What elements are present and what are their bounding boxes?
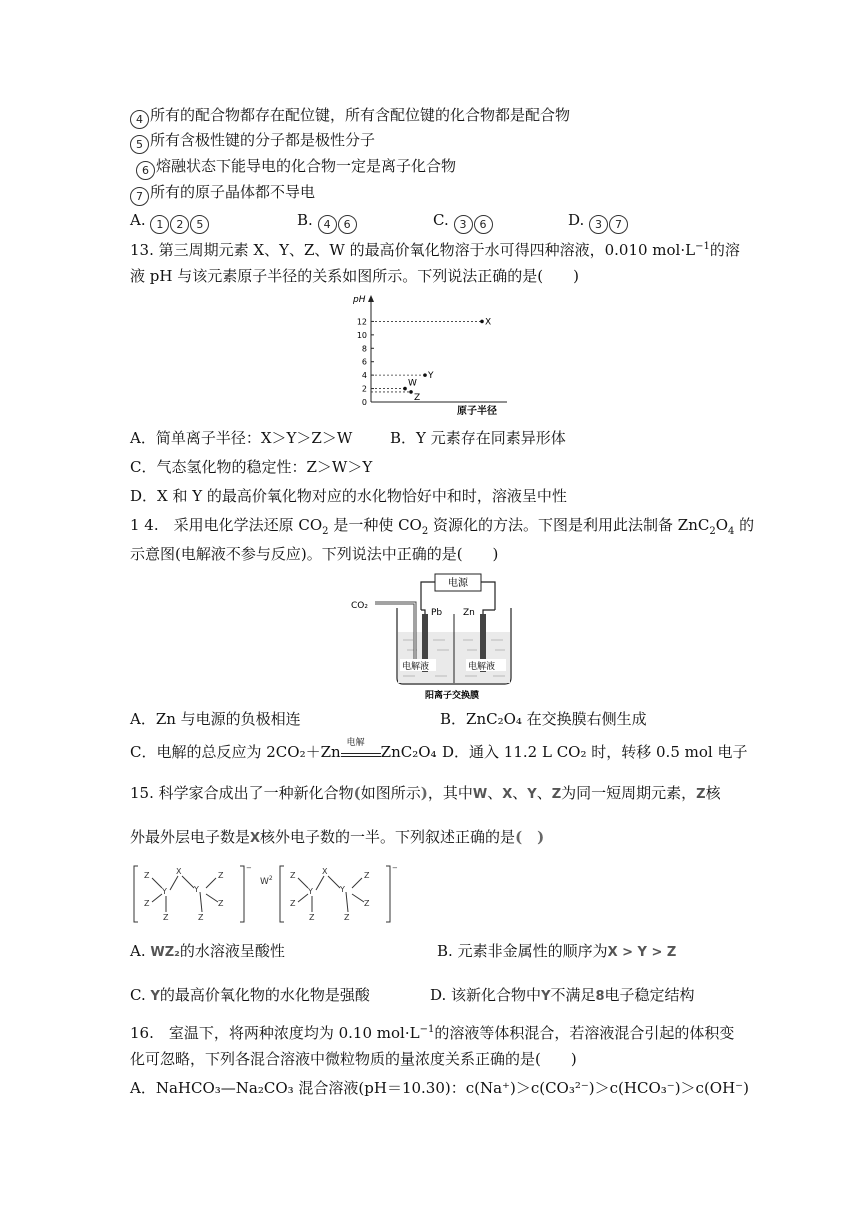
statement-7: 7 所有的原子晶体都不导电 [130,181,315,206]
y-tick-label: 10 [356,330,367,340]
y-tick-label: 2 [361,384,367,394]
y-tick-label: 12 [356,317,367,327]
statement-5: 5 所有含极性键的分子都是极性分子 [130,129,375,154]
q14-option-d[interactable]: D．通入 11.2 L CO₂ 时，转移 0.5 mol 电子 [442,743,748,761]
q16-option-a[interactable]: A．NaHCO₃—Na₂CO₃ 混合溶液(pH＝10.30)：c(Na⁺)＞c(CO₃²⁻)＞c(HCO₃⁻)＞c(OH⁻) [130,1079,749,1097]
svg-text:Z: Z [290,899,296,908]
svg-text:Z: Z [198,913,204,922]
q14-option-c[interactable]: C．电解的总反应为 2CO₂＋Zn 电解 ZnC₂O₄ [130,738,437,761]
q14-option-a[interactable]: A．Zn 与电源的负极相连 [130,710,301,728]
wire-right [481,582,495,610]
circled-number: 4 [130,110,149,129]
option-a[interactable]: A. 1 2 5 [130,209,210,234]
svg-text:Z: Z [364,899,370,908]
pb-label: Pb [431,608,443,618]
left-anion-atoms [144,867,224,922]
wire-right-electrode [483,610,495,614]
svg-text:Y: Y [340,885,345,894]
q16-stem-line2: 化可忽略，下列各混合溶液中微粒物质的量浓度关系正确的是( ) [130,1050,577,1068]
data-point [423,373,427,377]
svg-text:Z: Z [218,899,224,908]
right-anion-atoms [290,867,370,922]
q15-option-a[interactable]: A. WZ₂的水溶液呈酸性 [130,942,285,960]
point-label: X [485,317,492,328]
svg-text:X: X [176,867,182,876]
q16-stem-line1: 16. 室温下，将两种浓度均为 0.10 $mol\cdot L^{-1}$的溶液等体积混合，若溶液混合引起的体积变 [130,1024,735,1042]
y-tick-label: 4 [361,371,367,381]
svg-text:Z: Z [144,871,150,880]
data-points [371,317,491,403]
electrolyte-left-label: 电解液 [402,662,430,672]
q15-option-b[interactable]: B. 元素非金属性的顺序为X > Y > Z [437,942,677,960]
co2-label: CO₂ [351,601,368,611]
q14-stem-line1: 1 4. 采用电化学法还原 $CO_2$ 是一种使 $CO_2$ 资源化的方法。下图是利用此法制备 $ZnC_2O_4$ 的 [130,516,755,537]
circled-number: 7 [130,187,149,206]
data-point [403,387,407,391]
q14-stem-line2: 示意图(电解液不参与反应)。下列说法中正确的是( ) [130,545,499,563]
q15-stem-line2: 外最外层电子数是X核外电子数的一半。下列叙述正确的是( ) [130,828,545,846]
point-label: Y [428,371,434,382]
svg-text:X: X [322,867,328,876]
q13-option-b[interactable]: B．Y 元素存在同素异形体 [390,429,566,447]
svg-text:Y: Y [194,885,199,894]
q12-options [130,209,730,233]
electrolysis-diagram [345,570,525,706]
svg-text:−: − [392,864,398,872]
y-axis-label: pH [353,295,366,305]
y-axis-arrow [368,295,374,302]
q13-stem-line2: 液 pH 与该元素原子半径的关系如图所示。下列说法正确的是( ) [130,267,579,285]
y-tick-label: 6 [361,357,367,367]
power-supply-label: 电源 [448,578,468,589]
svg-text:Z: Z [163,913,169,922]
electrolyte-right-label: 电解液 [468,662,496,672]
svg-text:Y: Y [162,887,167,896]
option-c[interactable]: C. 3 6 [433,209,494,234]
x-axis-label: 原子半径 [457,406,497,417]
q13-option-c[interactable]: C．气态氢化物的稳定性：Z＞W＞Y [130,458,373,476]
cation-w2: $W^2$ [260,875,273,887]
svg-text:−: − [246,864,252,872]
statement-4: 4 所有的配合物都存在配位键，所有含配位键的化合物都是配合物 [130,104,570,129]
option-d[interactable]: D. 3 7 [568,209,629,234]
membrane-label: 阳离子交换膜 [425,691,480,701]
data-point [409,390,413,394]
point-label: Z [414,392,421,403]
zn-label: Zn [463,608,475,618]
wire-left-electrode [421,610,425,614]
svg-text:Z: Z [344,913,350,922]
y-tick-label: 8 [361,344,367,354]
wire-left [421,582,435,610]
statement-6: 6 熔融状态下能导电的化合物一定是离子化合物 [136,155,456,180]
q14-option-b[interactable]: B．ZnC₂O₄ 在交换膜右侧生成 [440,710,647,728]
circled-number: 5 [130,135,149,154]
svg-text:Z: Z [144,899,150,908]
y-tick-label: 0 [361,398,367,407]
data-point [480,320,484,324]
svg-text:Z: Z [309,913,315,922]
left-anion [134,866,244,922]
option-b[interactable]: B. 4 6 [297,209,358,234]
compound-structure [130,862,400,928]
svg-text:Z: Z [218,871,224,880]
q15-option-d[interactable]: D. 该新化合物中Y不满足8电子稳定结构 [430,986,695,1004]
q15-option-c[interactable]: C. Y的最高价氧化物的水化物是强酸 [130,986,370,1004]
ph-radius-chart [345,290,515,420]
q13-option-a[interactable]: A．简单离子半径：X＞Y＞Z＞W [130,429,353,447]
q15-stem-line1: 15. 科学家合成出了一种新化合物(如图所示)，其中W、X、Y、Z为同一短周期元素，Z核 [130,784,721,802]
right-anion [280,866,390,922]
point-label: W [408,378,417,389]
svg-text:Z: Z [290,871,296,880]
circled-number: 6 [136,161,155,180]
svg-text:Z: Z [364,871,370,880]
svg-text:Y: Y [308,887,313,896]
q13-stem-line1: 13. 第三周期元素 X、Y、Z、W 的最高价氧化物溶于水可得四种溶液，0.010 $mol\cdot L^{-1}$的溶 [130,241,740,259]
q13-option-d[interactable]: D．X 和 Y 的最高价氧化物对应的水化物恰好中和时，溶液呈中性 [130,487,567,505]
